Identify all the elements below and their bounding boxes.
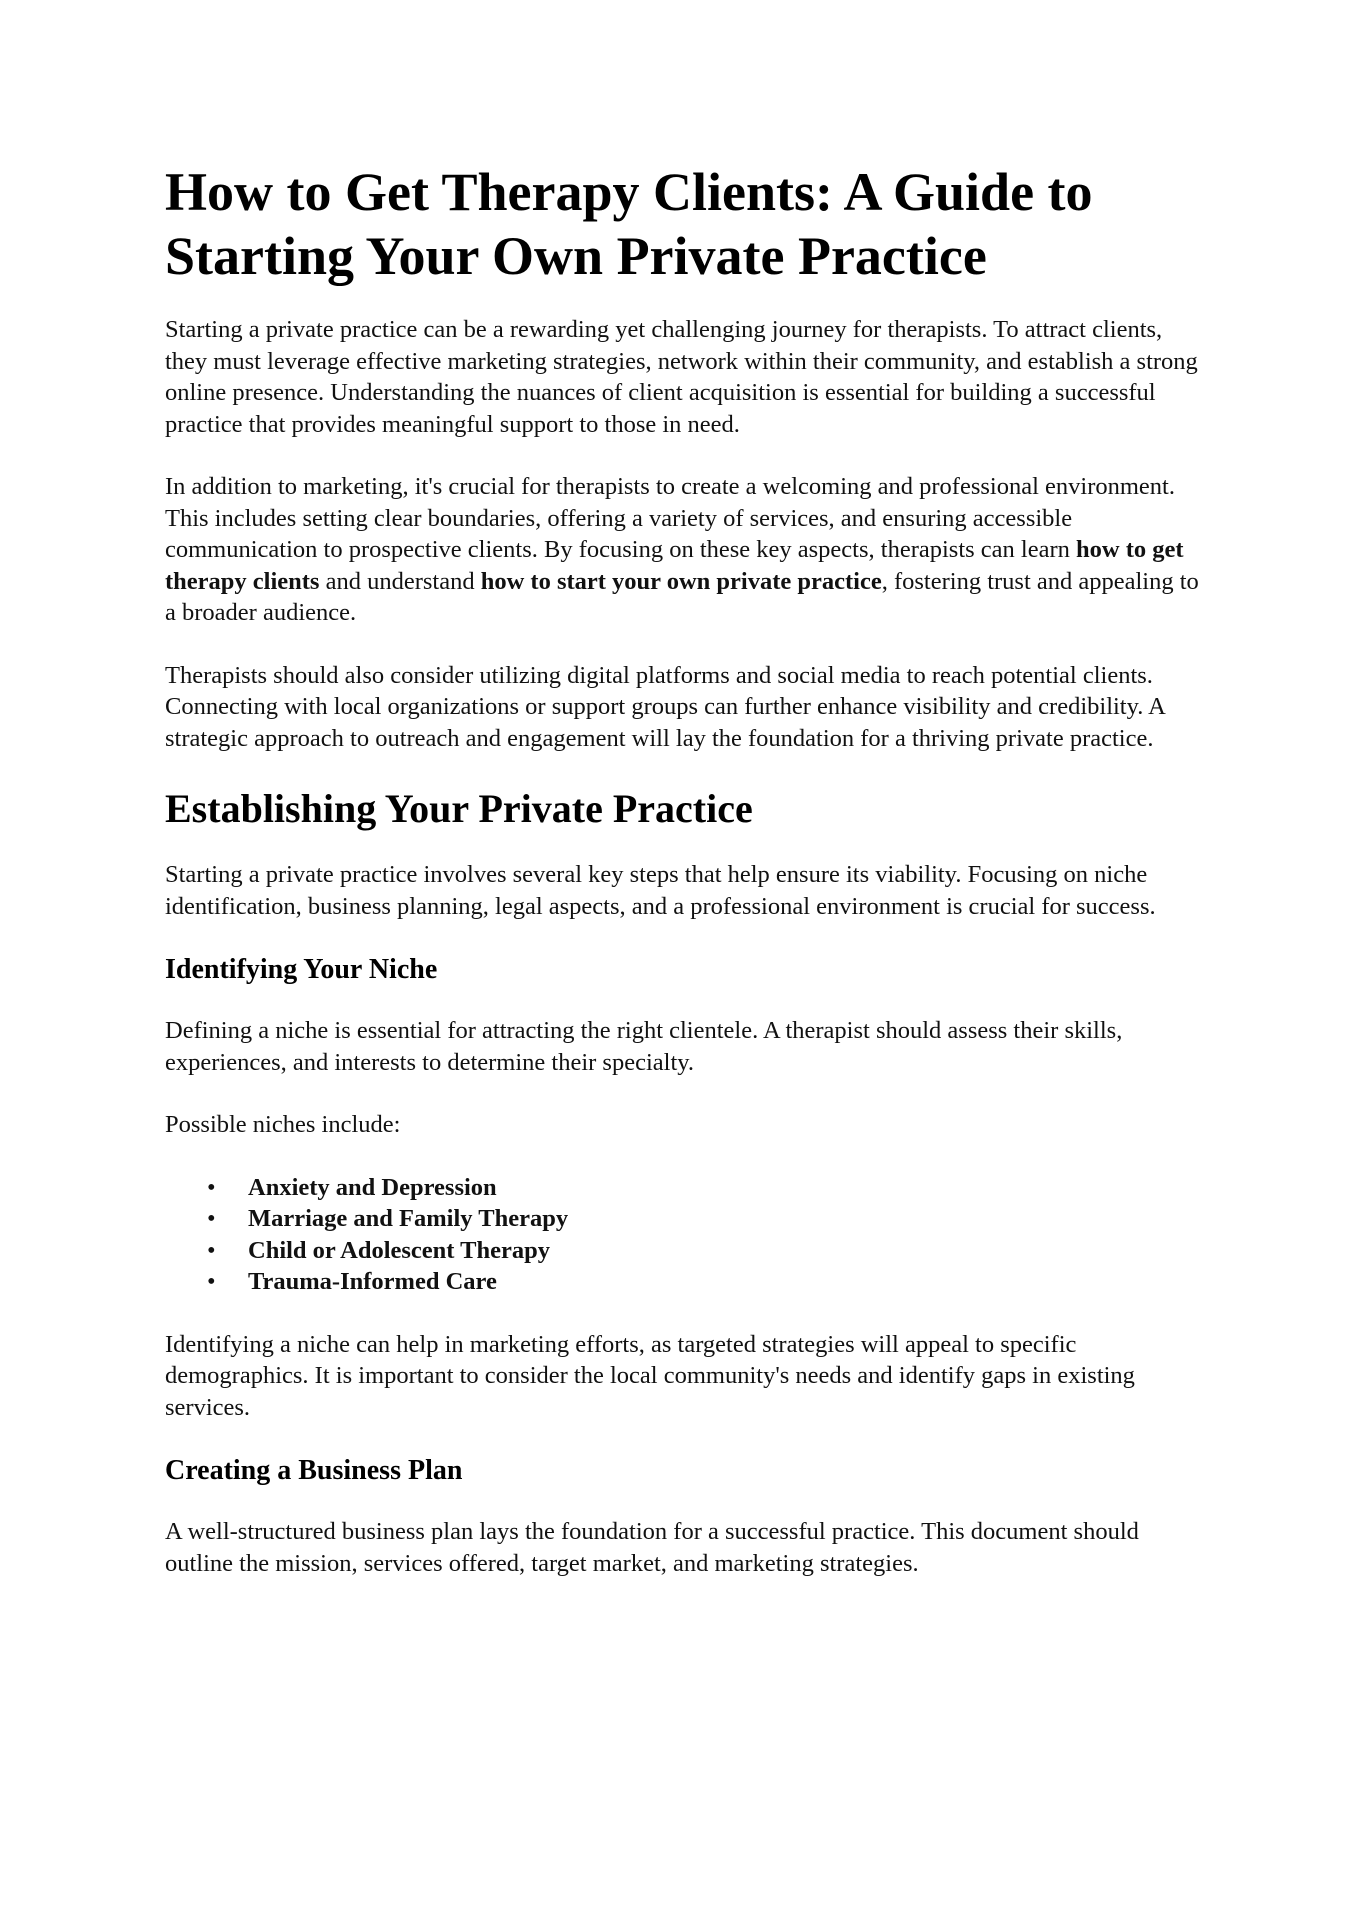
page-title: How to Get Therapy Clients: A Guide to Starting Your Own Private Practice — [165, 162, 1093, 286]
niche-list — [165, 1172, 1205, 1298]
intro-p2-bold-2: how to start your own private practice — [480, 567, 882, 595]
intro-paragraph-1: Starting a private practice can be a rewarding yet challenging journey for therapists. To attract clients, they must leverage effective marketing strategies, network within their community, and establish a strong online presence. Understanding the nuances of client acquisition is essential for building a successful practice that provides meaningful support to those in need. — [165, 316, 1198, 438]
list-item-text: Marriage and Family Therapy — [248, 1205, 569, 1232]
section-intro-paragraph: Starting a private practice involves several key steps that help ensure its viability. Focusing on niche identification, business planning, legal aspects, and a professional environment is crucial for success. — [165, 861, 1156, 920]
bullet: • — [207, 1236, 216, 1264]
list-item — [165, 1266, 1205, 1298]
niche-paragraph-2: Identifying a niche can help in marketing efforts, as targeted strategies will appeal to specific demographics. It is important to consider the local community's needs and identify gaps in existing services. — [165, 1330, 1135, 1421]
list-item — [165, 1172, 1205, 1204]
section-heading-establishing: Establishing Your Private Practice — [165, 786, 753, 831]
intro-p2-text-1: In addition to marketing, it's crucial for therapists to create a welcoming and professional environment. This includes setting clear boundaries, offering a variety of services, and ensuring accessible communication to prospective clients. By focusing on these key aspects, therapists can learn — [165, 473, 1175, 563]
document-page — [165, 160, 1205, 1610]
niche-list-intro: Possible niches include: — [165, 1111, 401, 1138]
list-item — [165, 1203, 1205, 1235]
list-item — [165, 1235, 1205, 1267]
bullet: • — [207, 1268, 216, 1295]
bullet: • — [207, 1205, 216, 1232]
intro-p2-text-2: and understand — [319, 567, 481, 595]
niche-paragraph-1: Defining a niche is essential for attracting the right clientele. A therapist should assess their skills, experiences, and interests to determine their specialty. — [165, 1017, 1123, 1076]
intro-paragraph-3: Therapists should also consider utilizing digital platforms and social media to reach potential clients. Connecting with local organizations or support groups can further enhance visibility and credibility. A strategic approach to outreach and engagement will lay the foundation for a thriving private practice. — [165, 661, 1165, 752]
subheading-business-plan: Creating a Business Plan — [165, 1455, 463, 1486]
business-plan-paragraph: A well-structured business plan lays the foundation for a successful practice. This document should outline the mission, services offered, target market, and marketing strategies. — [165, 1518, 1139, 1577]
bullet: • — [207, 1173, 216, 1201]
list-item-text: Trauma-Informed Care — [248, 1268, 497, 1295]
intro-paragraph-2 — [165, 471, 1205, 629]
intro-p2-text-3: , fostering trust and appealing to a broader audience. — [165, 567, 1199, 626]
list-item-text: Child or Adolescent Therapy — [248, 1236, 550, 1264]
intro-p2-bold-1: how to get therapy clients — [165, 536, 1184, 595]
list-item-text: Anxiety and Depression — [248, 1173, 497, 1201]
subheading-identifying-niche: Identifying Your Niche — [165, 954, 438, 985]
